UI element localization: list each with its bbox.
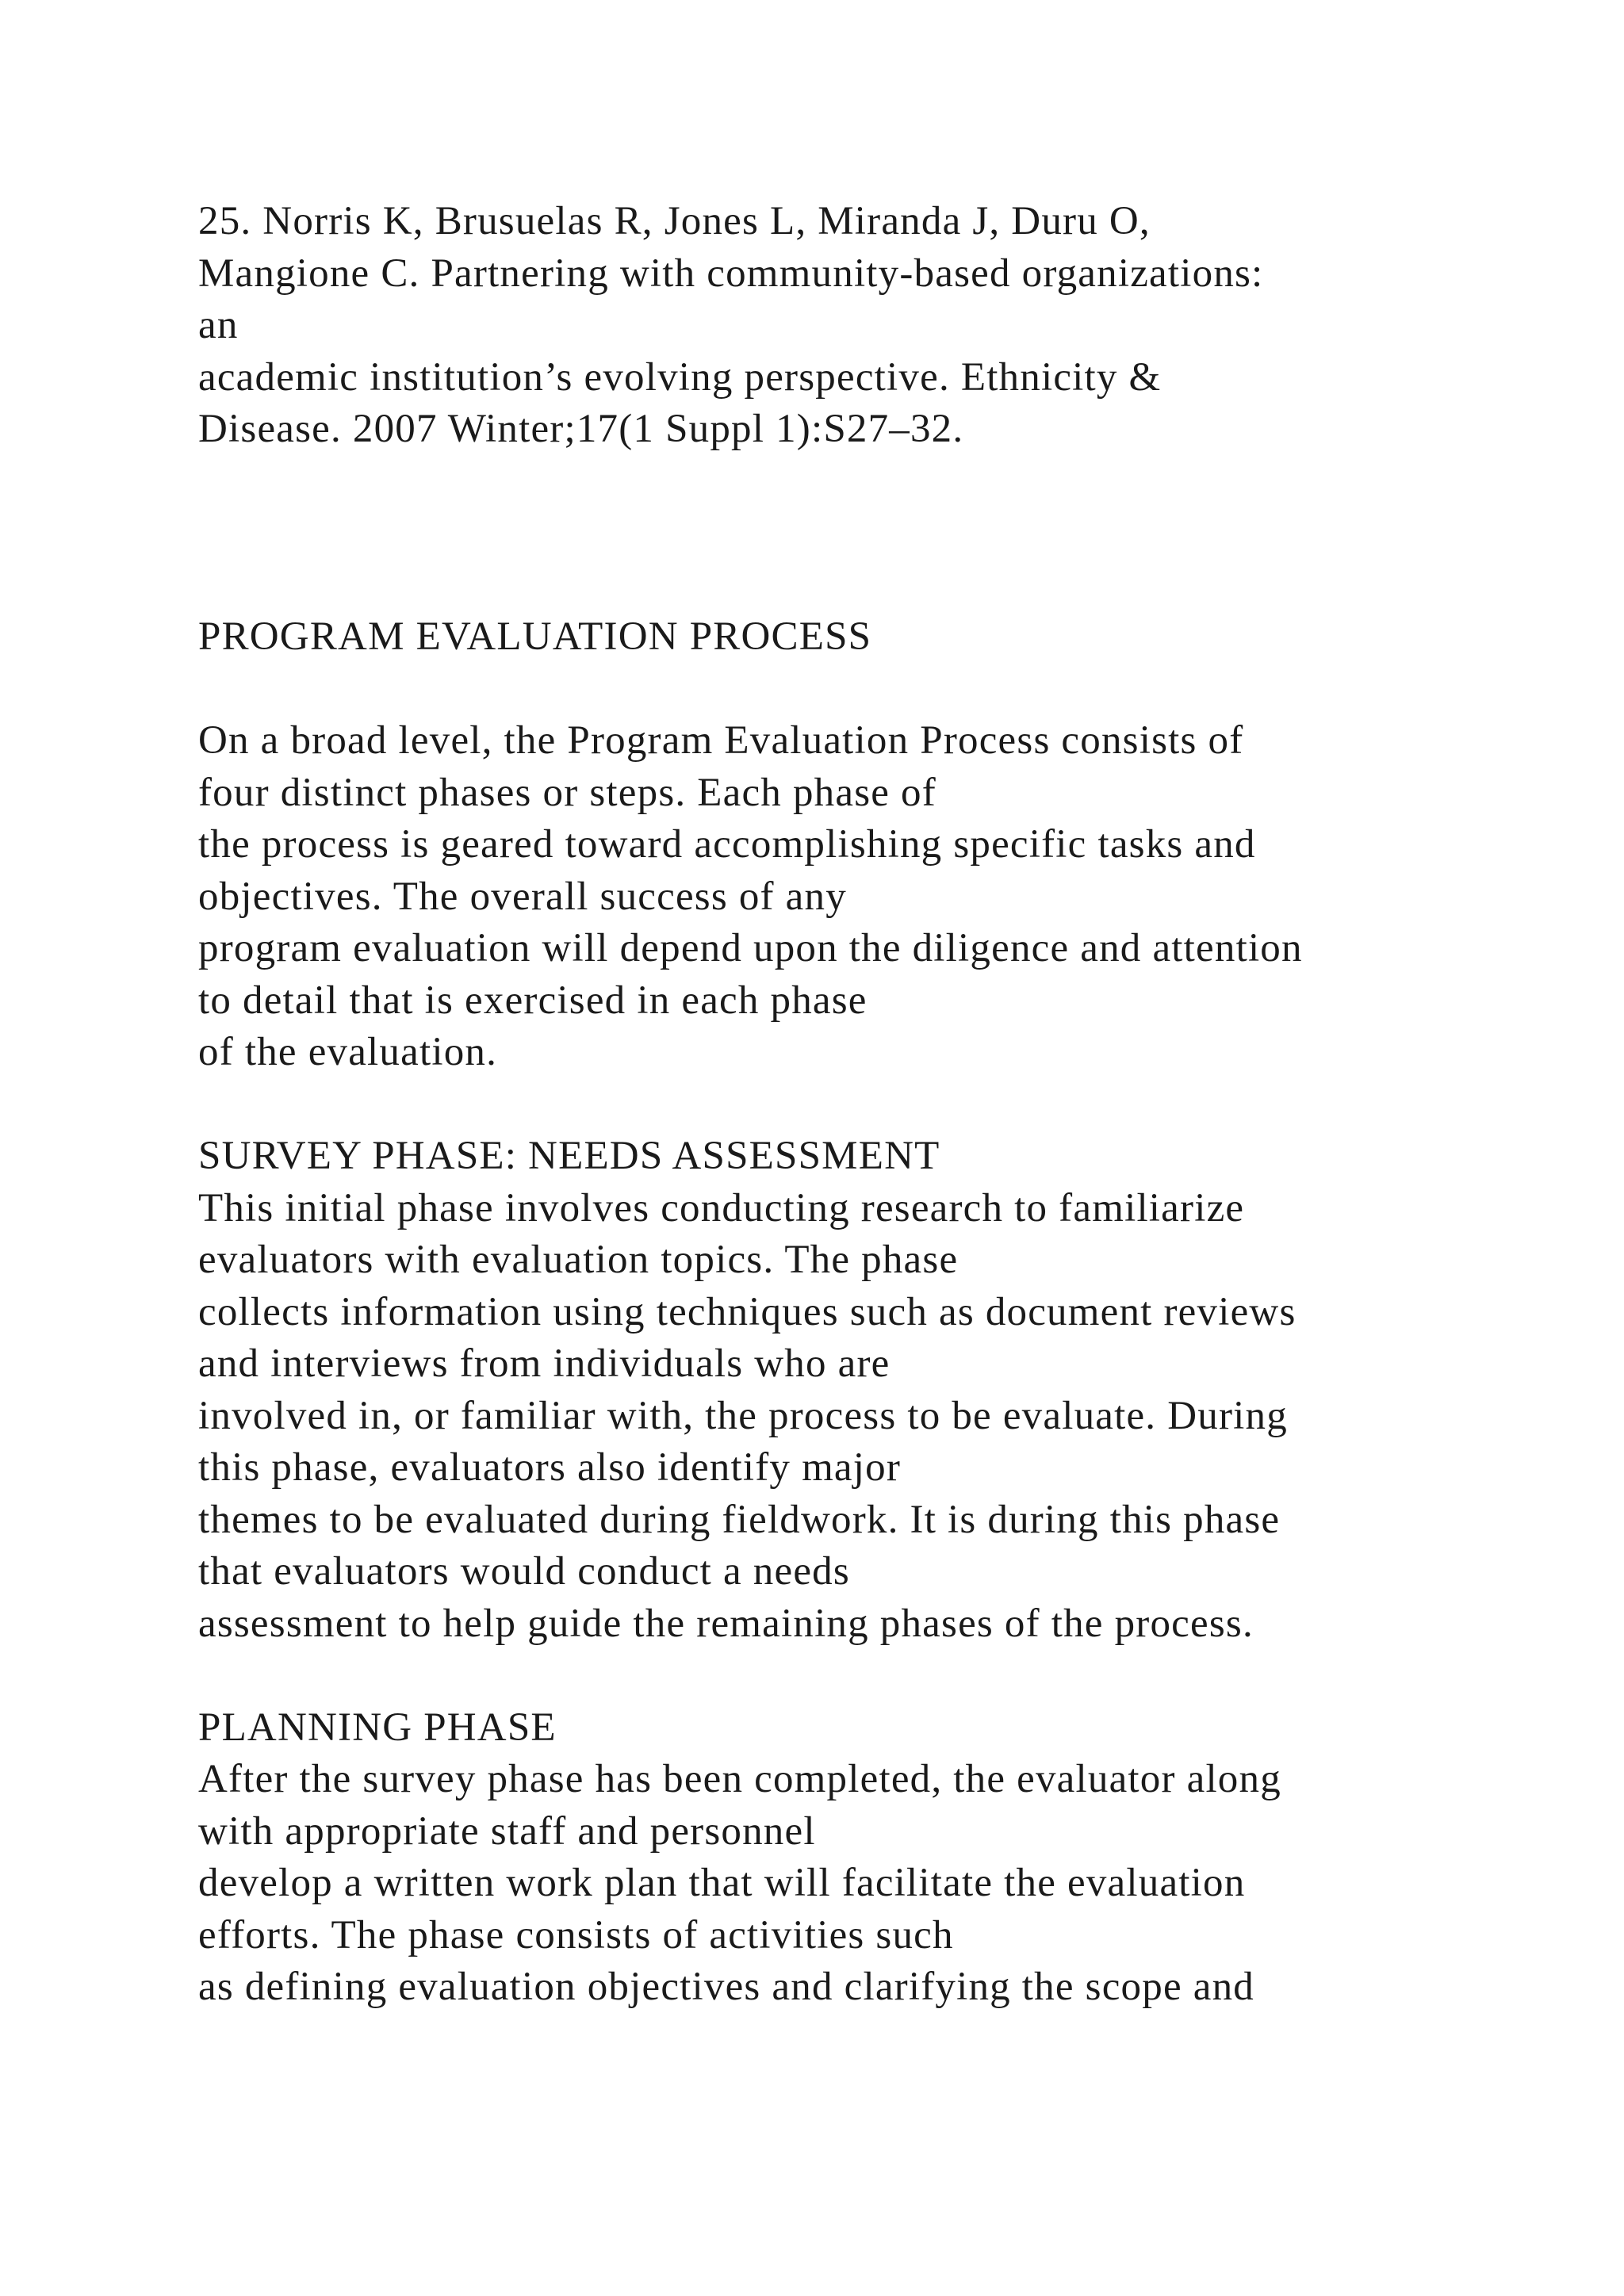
paragraph-line: evaluators with evaluation topics. The phase xyxy=(198,1238,959,1282)
reference-citation xyxy=(198,196,1546,456)
paragraph-line: the process is geared toward accomplishing specific tasks and xyxy=(198,822,1256,867)
survey-phase-heading: SURVEY PHASE: NEEDS ASSESSMENT xyxy=(198,1134,940,1178)
paragraph-line: assessment to help guide the remaining phases of the process. xyxy=(198,1601,1254,1646)
spacer xyxy=(198,1079,1546,1131)
paragraph-line: develop a written work plan that will facilitate the evaluation xyxy=(198,1861,1246,1905)
paragraph-line: themes to be evaluated during fieldwork. It is during this phase xyxy=(198,1497,1281,1542)
reference-line: an xyxy=(198,303,239,347)
paragraph-line: and interviews from individuals who are xyxy=(198,1341,891,1386)
paragraph-line: After the survey phase has been completed, the evaluator along xyxy=(198,1757,1281,1801)
paragraph-line: objectives. The overall success of any xyxy=(198,874,847,919)
section-title: PROGRAM EVALUATION PROCESS xyxy=(198,614,872,659)
paragraph-line: that evaluators would conduct a needs xyxy=(198,1549,850,1594)
reference-line: Disease. 2007 Winter;17(1 Suppl 1):S27–32. xyxy=(198,407,964,451)
paragraph-line: as defining evaluation objectives and clarifying the scope and xyxy=(198,1965,1254,2009)
spacer xyxy=(198,507,1546,560)
paragraph-line: This initial phase involves conducting research to familiarize xyxy=(198,1185,1245,1230)
paragraph-line: to detail that is exercised in each phase xyxy=(198,978,868,1023)
paragraph-line: four distinct phases or steps. Each phase of xyxy=(198,770,936,815)
spacer xyxy=(198,560,1546,612)
intro-paragraph xyxy=(198,715,1546,1079)
spacer xyxy=(198,1650,1546,1702)
survey-phase-section xyxy=(198,1131,1546,1650)
paragraph-line: efforts. The phase consists of activities such xyxy=(198,1912,954,1957)
paragraph-line: involved in, or familiar with, the process to be evaluate. During xyxy=(198,1393,1288,1438)
reference-line: academic institution’s evolving perspective. Ethnicity & xyxy=(198,354,1162,400)
spacer xyxy=(198,456,1546,508)
reference-line: Mangione C. Partnering with community-based organizations: xyxy=(198,251,1264,296)
spacer xyxy=(198,664,1546,716)
paragraph-line: this phase, evaluators also identify major xyxy=(198,1445,902,1490)
document-body xyxy=(198,196,1546,2014)
paragraph-line: with appropriate staff and personnel xyxy=(198,1808,816,1854)
planning-phase-heading: PLANNING PHASE xyxy=(198,1705,557,1750)
paragraph-line: of the evaluation. xyxy=(198,1030,498,1074)
paragraph-line: program evaluation will depend upon the diligence and attention xyxy=(198,926,1303,970)
reference-line: 25. Norris K, Brusuelas R, Jones L, Miranda J, Duru O, xyxy=(198,199,1151,243)
paragraph-line: On a broad level, the Program Evaluation Process consists of xyxy=(198,718,1244,763)
planning-phase-section xyxy=(198,1702,1546,2014)
paragraph-line: collects information using techniques such as document reviews xyxy=(198,1289,1297,1334)
